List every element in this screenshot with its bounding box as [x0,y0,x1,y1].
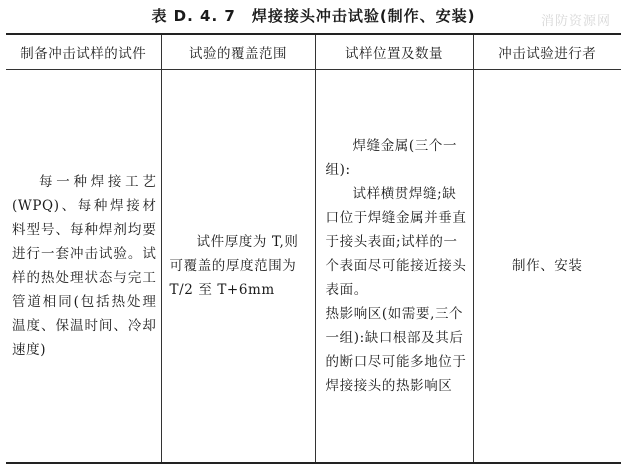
cell-performer [473,70,621,464]
coverage-text: 试件厚度为 T,则可覆盖的厚度范围为 T/2 至 T+6mm [169,234,299,298]
table-title: 表 D. 4. 7 焊接接头冲击试验(制作、安装) [151,7,476,25]
header-position: 试样位置及数量 [315,34,473,70]
header-row [6,34,621,70]
position-haz: 热影响区(如需要,三个一组):缺口根部及其后的断口尽可能多地位于焊接接头的热影响区 [325,306,467,394]
cell-specimen [6,70,161,464]
performer-text: 制作、安装 [512,258,583,274]
header-coverage: 试验的覆盖范围 [161,34,315,70]
impact-test-table [6,33,621,464]
cell-position [315,70,473,464]
specimen-text: 每一种焊接工艺(WPQ)、每种焊接材料型号、每种焊剂均要进行一套冲击试验。试样的热处理状态与完工管道相同(包括热处理温度、保温时间、冷却速度) [12,174,157,358]
header-performer: 冲击试验进行者 [473,34,621,70]
position-weld-metal: 焊缝金属(三个一组): [325,138,458,178]
table-row [6,70,621,464]
header-specimen: 制备冲击试样的试件 [6,34,161,70]
watermark: 消防资源网 [540,14,611,29]
cell-coverage [161,70,315,464]
position-transverse: 试样横贯焊缝;缺口位于焊缝金属并垂直于接头表面;试样的一个表面尽可能接近接头表面。 [325,186,467,298]
